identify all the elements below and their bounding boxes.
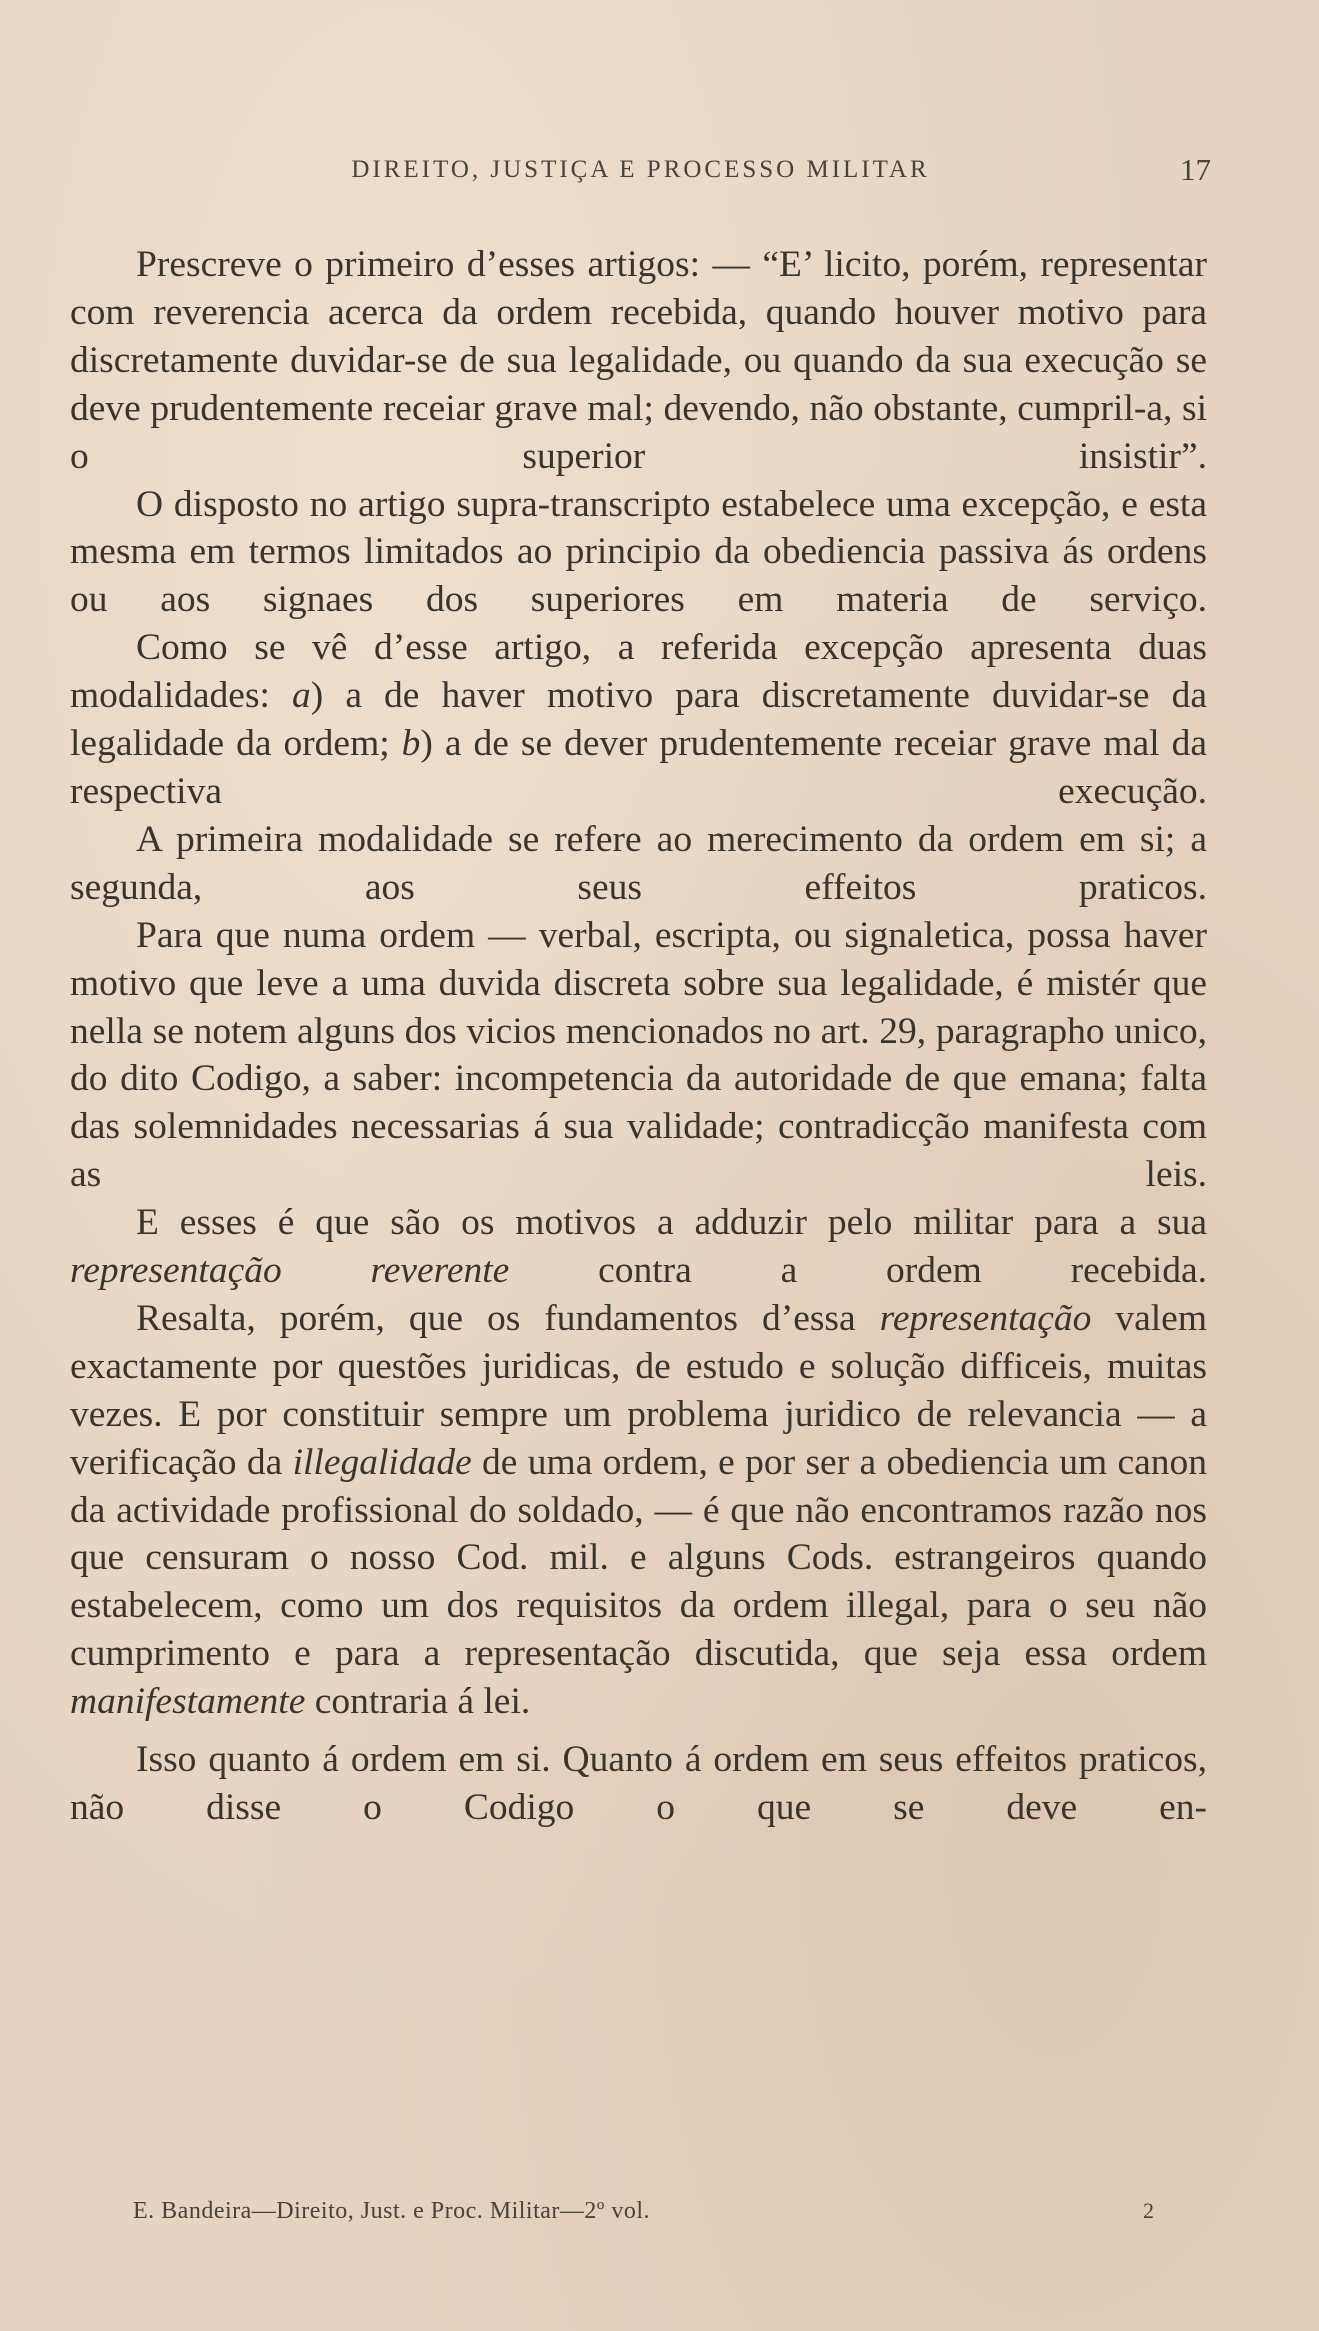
paragraph: [70, 241, 1207, 481]
text-run: Isso quanto á ordem em si. Quanto á ordem em seus effeitos praticos, não disse o Codigo o que se deve en-: [70, 1739, 1207, 1828]
page-footer: [133, 2198, 1154, 2232]
italic-run: illegalidade: [292, 1441, 472, 1483]
text-run: de uma ordem, e por ser a obediencia um canon da actividade profissional do soldado, — é que não encontramos razão nos que censuram o nosso Cod. mil. e alguns Cods. estrangeiros quando estabelecem, como um dos requisitos da ordem illegal, para o seu não cumprimento e para a representação discutida, que seja essa ordem: [70, 1441, 1207, 1675]
italic-run: representação reverente: [70, 1250, 510, 1292]
paragraph: [70, 1295, 1207, 1726]
italic-run: manifestamente: [70, 1681, 306, 1723]
running-head: [70, 150, 1211, 190]
text-run: Prescreve o primeiro d’esses artigos: — “E’ licito, porém, representar com reverencia acerca da ordem recebida, quando houver motivo para discretamente duvidar-se de sua legalidade, ou quando da sua execução se deve prudentemente receiar grave mal; devendo, não obstante, cumpril-a, si o superior insistir”.: [70, 244, 1207, 477]
paragraph: [70, 1199, 1207, 1295]
text-run: valem exactamente por questões juridicas, de estudo e solução difficeis, muitas vezes. E por constituir sempre um problema juridico de relevancia — a verificação da: [70, 1297, 1207, 1483]
page-number: 17: [1180, 152, 1211, 187]
text-run: ) a de se dever prudentemente receiar grave mal da respectiva execução.: [70, 723, 1207, 812]
text-run: A primeira modalidade se refere ao merecimento da ordem em si; a segunda, aos seus effeitos praticos.: [70, 818, 1207, 908]
paragraph: [70, 1736, 1207, 1832]
text-run: contraria á lei.: [305, 1681, 531, 1723]
italic-run: b: [401, 723, 421, 765]
paragraph: [70, 624, 1207, 816]
signature-mark: 2: [1143, 2198, 1154, 2223]
paragraph: [70, 481, 1207, 625]
italic-run: a: [292, 675, 311, 717]
footer-credit: E. Bandeira—Direito, Just. e Proc. Militar—2º vol.: [133, 2198, 651, 2224]
text-run: Como se vê d’esse artigo, a referida excepção apresenta duas modalidades:: [70, 627, 1207, 717]
text-run: Para que numa ordem — verbal, escripta, ou signaletica, possa haver motivo que leve a uma duvida discreta sobre sua legalidade, é mistér que nella se notem alguns dos vicios mencionados no art. 29, paragrapho unico, do dito Codigo, a saber: incompetencia da autoridade de que emana; falta das solemnidades necessarias á sua validade; contradicção manifesta com as leis.: [70, 914, 1207, 1196]
text-run: O disposto no artigo supra-transcripto estabelece uma excepção, e esta mesma em termos limitados ao principio da obediencia passiva ás ordens ou aos signaes dos superiores em materia de serviço.: [70, 483, 1207, 621]
paragraph: [70, 912, 1207, 1199]
italic-run: representação: [879, 1297, 1092, 1339]
paragraph: [70, 816, 1207, 912]
text-run: contra a ordem recebida.: [509, 1250, 1207, 1292]
running-title: DIREITO, JUSTIÇA E PROCESSO MILITAR: [351, 156, 930, 183]
text-run: ) a de haver motivo para discretamente duvidar-se da legalidade da ordem;: [70, 675, 1207, 765]
text-run: E esses é que são os motivos a adduzir pelo militar para a sua: [136, 1202, 1207, 1244]
body-text: [70, 241, 1207, 1832]
text-run: Resalta, porém, que os fundamentos d’essa: [136, 1297, 880, 1339]
